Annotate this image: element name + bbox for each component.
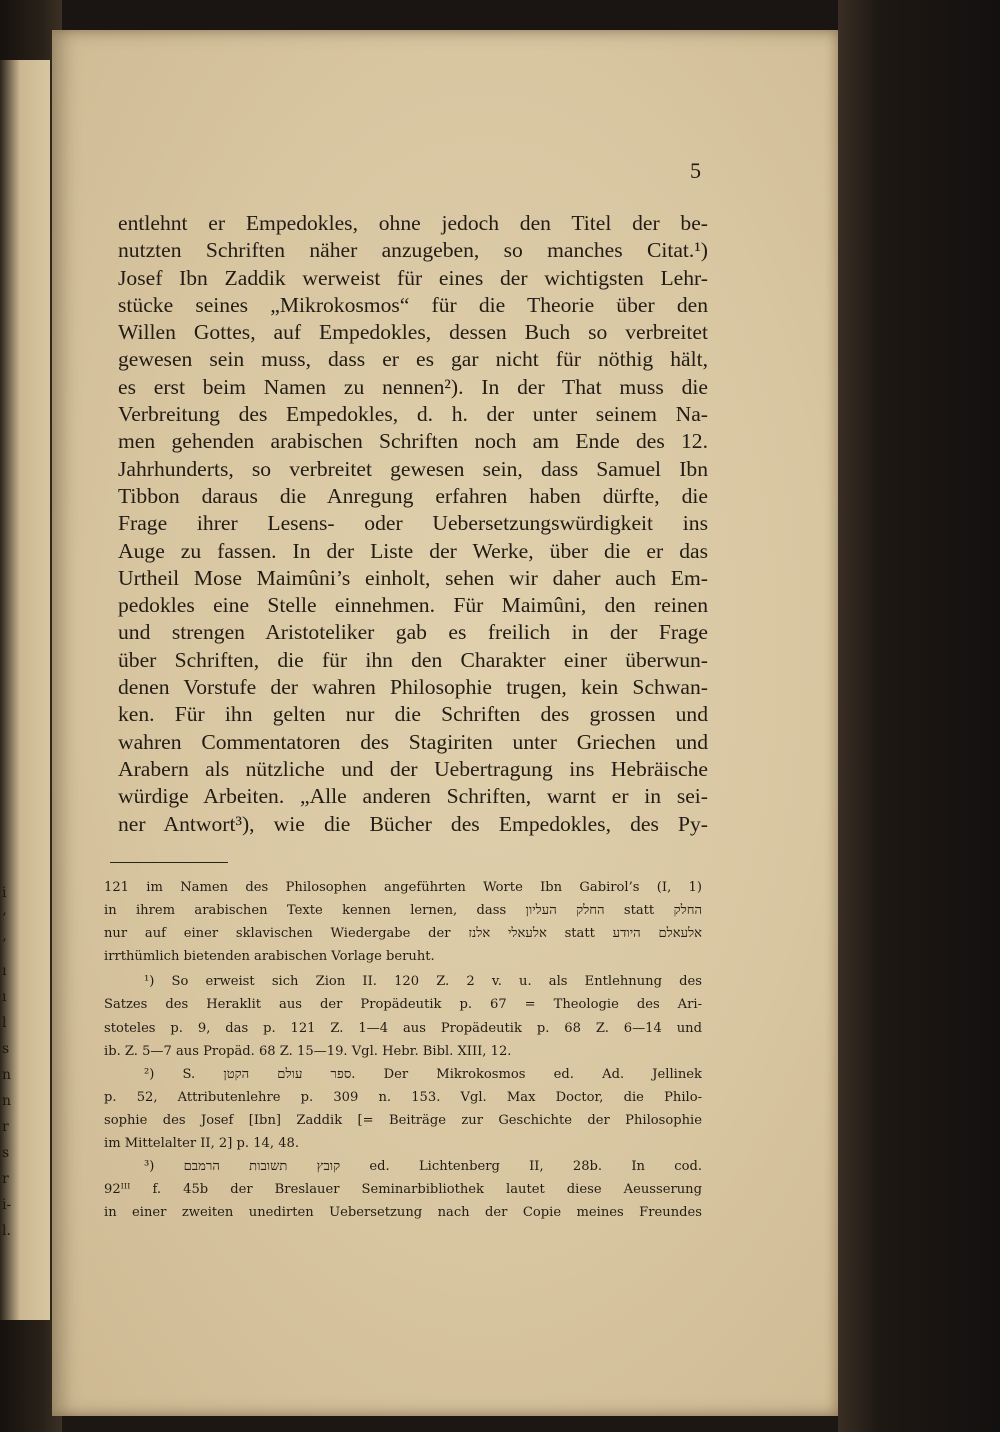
footnote-line: ¹) So erweist sich Zion II. 120 Z. 2 v. u. als Entlehnung des [144, 974, 702, 990]
text-line: stücke seines „Mikrokosmos“ für die Theorie über den [118, 292, 708, 317]
text-line: Urtheil Mose Maimûni’s einholt, sehen wir daher auch Em- [118, 565, 708, 590]
text-line: pedokles eine Stelle einnehmen. Für Maimûni, den reinen [118, 593, 708, 618]
text-line: entlehnt er Empedokles, ohne jedoch den Titel der be- [118, 211, 708, 235]
text-line: würdige Arbeiten. „Alle anderen Schriften, warnt er in sei- [118, 784, 708, 809]
fragment: n [2, 1093, 12, 1109]
footnote-line: p. 52, Attributenlehre p. 309 n. 153. Vgl. Max Doctor, die Philo- [104, 1089, 702, 1105]
text-line: über Schriften, die für ihn den Charakter einer überwun- [118, 647, 708, 672]
footnote-line: in ihrem arabischen Texte kennen lernen, dass החלק העליון statt החלק [104, 903, 702, 919]
text-line: ken. Für ihn gelten nur die Schriften des grossen und [118, 702, 708, 727]
footnote-line: 92ᴵᴵᴵ f. 45b der Breslauer Seminarbibliothek lautet diese Aeusserung [104, 1182, 702, 1198]
footnote-line: ib. Z. 5—7 aus Propäd. 68 Z. 15—19. Vgl. Hebr. Bibl. XIII, 12. [104, 1043, 512, 1059]
footnote-line: stoteles p. 9, das p. 121 Z. 1—4 aus Propädeutik p. 68 Z. 6—14 und [104, 1020, 702, 1036]
page-number: 5 [690, 158, 701, 183]
text-line: Willen Gottes, auf Empedokles, dessen Buch so verbreitet [118, 320, 708, 345]
fragment: ’ [2, 911, 7, 927]
footnote-line: Satzes des Heraklit aus der Propädeutik p. 67 = Theologie des Ari- [104, 997, 702, 1013]
text-line: Arabern als nützliche und der Uebertragung ins Hebräische [118, 756, 708, 781]
fragment: i [2, 885, 7, 901]
text-line: men gehenden arabischen Schriften noch am Ende des 12. [118, 429, 708, 454]
fragment: l [2, 1015, 7, 1031]
footnote-line: sophie des Josef [Ibn] Zaddik [= Beiträge zur Geschichte der Philosophie [104, 1112, 702, 1128]
fragment: r [2, 1119, 9, 1135]
text-line: Verbreitung des Empedokles, d. h. der unter seinem Na- [118, 402, 708, 427]
fragment: ı [2, 963, 7, 979]
fragment: s [2, 1145, 10, 1161]
fragment: l. [2, 1223, 11, 1239]
footnote-line: nur auf einer sklavischen Wiedergabe der אלעאלי אלנז statt אלעאלם היודע [104, 926, 702, 942]
text-line: wahren Commentatoren des Stagiriten unter Griechen und [118, 729, 708, 754]
footnotes [104, 876, 702, 1224]
footnote-line: 121 im Namen des Philosophen angeführten Worte Ibn Gabirol’s (I, 1) [104, 880, 702, 895]
previous-page-fragments [2, 880, 18, 1244]
text-line: und strengen Aristoteliker gab es freilich in der Frage [118, 620, 708, 645]
fragment: ’ [2, 937, 7, 953]
text-line: ner Antwort³), wie die Bücher des Empedokles, des Py- [118, 811, 708, 836]
fragment: s [2, 1041, 10, 1057]
footnote-line: ³) קובץ תשובות הרמבם ed. Lichtenberg II, 28b. In cod. [144, 1159, 702, 1175]
footnote-line: im Mittelalter II, 2] p. 14, 48. [104, 1136, 300, 1152]
fragment: n [2, 1067, 12, 1083]
text-line: Josef Ibn Zaddik werweist für eines der wichtigsten Lehr- [118, 265, 708, 290]
book-cover-right [838, 0, 1000, 1432]
body-text [118, 210, 708, 838]
previous-page-edge [0, 60, 50, 1320]
fragment: i- [2, 1197, 12, 1213]
footnote-separator [110, 862, 228, 863]
text-line: Jahrhunderts, so verbreitet gewesen sein, dass Samuel Ibn [118, 456, 708, 481]
text-line: Frage ihrer Lesens- oder Uebersetzungswürdigkeit ins [118, 511, 708, 536]
footnote-line: irrthümlich bietenden arabischen Vorlage beruht. [104, 949, 435, 965]
fragment: ı [2, 989, 7, 1005]
footnote-line: ²) S. ספר עולם הקטן. Der Mikrokosmos ed. Ad. Jellinek [144, 1066, 702, 1082]
text-line: Tibbon daraus die Anregung erfahren haben dürfte, die [118, 483, 708, 508]
footnote-line: in einer zweiten unedirten Uebersetzung nach der Copie meines Freundes [104, 1205, 702, 1221]
fragment: r [2, 1171, 9, 1187]
text-line: es erst beim Namen zu nennen²). In der That muss die [118, 374, 708, 399]
text-line: gewesen sein muss, dass er es gar nicht für nöthig hält, [118, 347, 708, 372]
text-line: denen Vorstufe der wahren Philosophie trugen, kein Schwan- [118, 675, 708, 700]
text-line: nutzten Schriften näher anzugeben, so manches Citat.¹) [118, 238, 708, 263]
text-line: Auge zu fassen. In der Liste der Werke, über die er das [118, 538, 708, 563]
